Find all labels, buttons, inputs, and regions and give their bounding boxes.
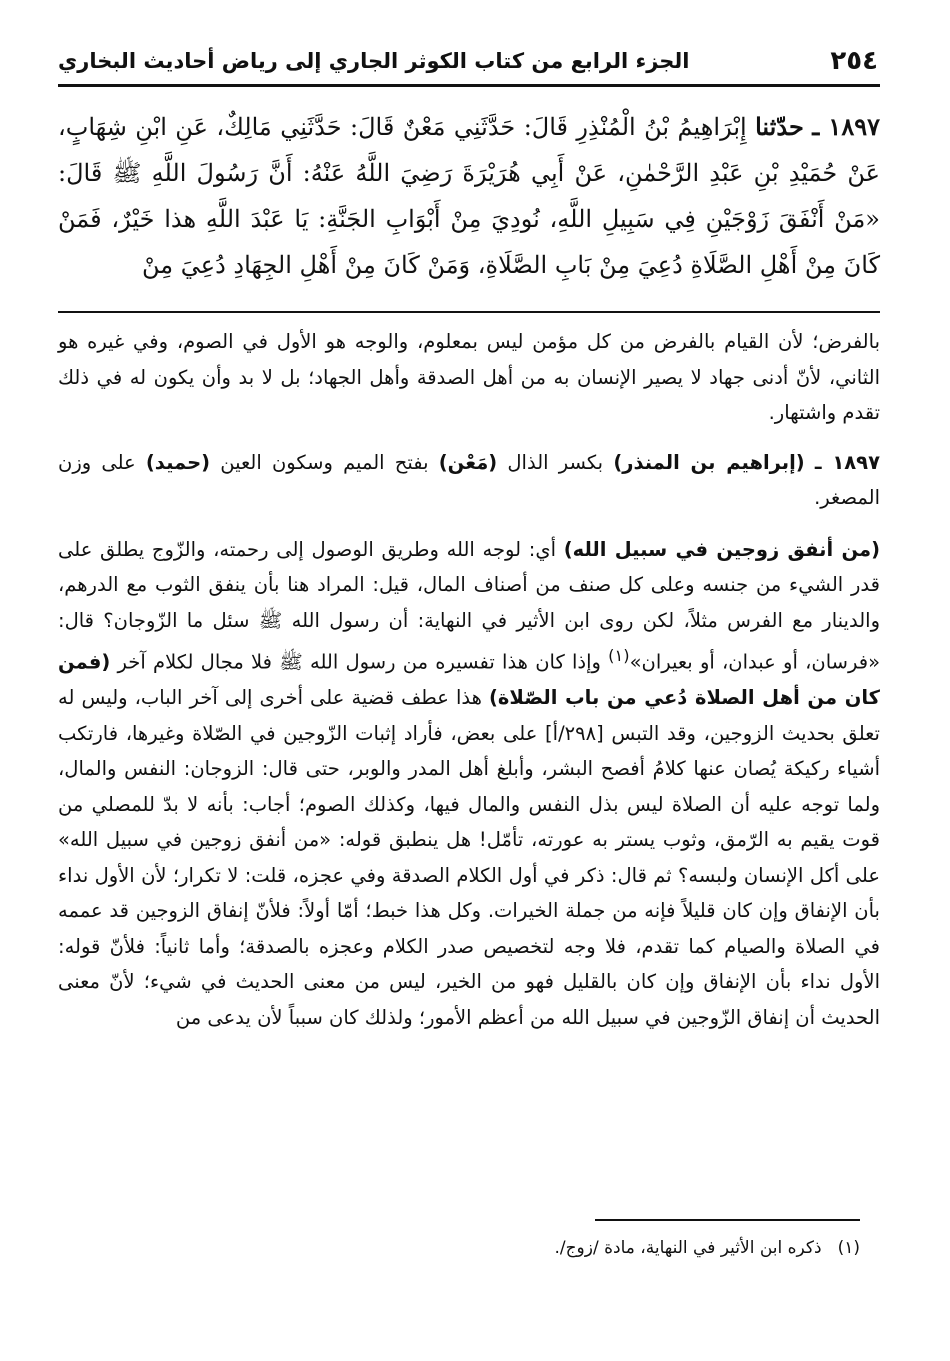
hadith-body: إِبْرَاهِيمُ بْنُ الْمُنْذِرِ قَالَ: حَدَّثَنِي مَعْنٌ قَالَ: حَدَّثَنِي مَالِكٌ، عَنِ ابْنِ شِهَابٍ، عَنْ حُمَيْدِ بْنِ عَبْدِ الرَّحْمٰنِ، عَنْ أَبِي هُرَيْرَةَ رَضِيَ اللَّهُ عَنْهُ: أَنَّ رَسُولَ اللَّهِ ﷺ قَالَ: «مَنْ أَنْفَقَ زَوْجَيْنِ فِي سَبِيلِ اللَّهِ، نُودِيَ مِنْ أَبْوَابِ الجَنَّةِ: يَا عَبْدَ اللَّهِ هذا خَيْرٌ، فَمَنْ كَانَ مِنْ أَهْلِ الصَّلَاةِ دُعِيَ مِنْ بَابِ الصَّلَاةِ، وَمَنْ كَانَ مِنْ أَهْلِ الجِهَادِ دُعِيَ مِنْ: [58, 113, 880, 279]
hadith-paragraph: [58, 104, 880, 288]
commentary-block: [58, 324, 880, 1049]
hadith-text-block: [58, 104, 880, 288]
page-header: [58, 38, 878, 84]
text-commentary-divider: [58, 311, 880, 313]
narrator-name: (إبراهيم بن المنذر): [613, 450, 805, 474]
commentary-text: بفتح الميم وسكون العين: [210, 450, 439, 474]
quoted-phrase: (من أنفق زوجين في سبيل الله): [563, 537, 880, 561]
footnote: [100, 1234, 860, 1262]
commentary-hadith-number: ١٨٩٧ ـ: [814, 450, 880, 474]
footnote-reference: (١): [608, 646, 630, 665]
commentary-text: على وزن المصغر.: [58, 450, 880, 509]
commentary-text: هذا عطف قضية على أخرى إلى آخر الباب، وليس له تعلق بحديث الزوجين، وقد التبس [٢٩٨/أ] على بعض، فأراد إثبات الزّوجين في الصّلاة وغيرها، فارتكب أشياء ركيكة يُصان عنها كلامُ أفصح البشر، وأبلغ أهل المدر والوبر، حتى قال: الزوجان: النفس والمال، ولما توجه عليه أن الصلاة ليس بذل النفس والمال فيها، وكذلك الصوم؛ أجاب: بأنه لا بدّ للمصلي من قوت يقيم به الرّمق، وثوب يستر به عورته، تأمّل! هل ينطبق قوله: «من أنفق زوجين في سبيل الله» على أكل الإنسان ولبسه؟ ثم قال: ذكر في أول الكلام الصدقة وفي عجزه، قلت: لا تكرار؛ لأن الأول نداء بأن الإنفاق وإن كان قليلاً فإنه من جملة الخيرات. وكل هذا خبط؛ أمّا أولاً: فلأنّ إنفاق الزوجين قد عممه في الصلاة والصيام كما تقدم، فلا وجه لتخصيص صدر الكلام وعجزه بالصدقة؛ وأما ثانياً: فلأنّ قوله: الأول نداء بأن الإنفاق وإن كان بالقليل فهو من الخير، ليس من معنى الحديث في شيء؛ لأنّ معنى الحديث أن إنفاق الزّوجين في سبيل الله من أعظم الأمور؛ ولذلك كان سبباً لأن يدعى من: [58, 686, 880, 1029]
footnote-number: (١): [837, 1238, 860, 1258]
quoted-phrase: (فمن كان من أهل الصلاة دُعي من باب الصّلاة): [58, 650, 881, 709]
header-rule: [58, 84, 880, 87]
commentary-paragraph-1: بالفرض؛ لأن القيام بالفرض من كل مؤمن ليس بمعلوم، والوجه هو الأول في الصوم، وفي غيره هو الثاني، لأنّ أدنى جهاد لا يصير الإنسان به من أهل الصدقة وأهل الجهاد؛ بل لا بد وأن يكون له في ذلك تقدم واشتهار.: [58, 330, 880, 424]
page-number: ٢٥٤: [830, 46, 878, 76]
commentary-text: بكسر الذال: [497, 450, 614, 474]
narrator-name: (مَعْن): [438, 450, 498, 474]
narrator-name: (حميد): [145, 450, 211, 474]
footnote-text: ذكره ابن الأثير في النهاية، مادة /زوج/.: [554, 1238, 822, 1258]
footnote-rule: [595, 1219, 860, 1221]
commentary-paragraph-2: [58, 445, 880, 516]
commentary-text: أي: لوجه الله وطريق الوصول إلى رحمته، والزّوج يطلق على قدر الشيء من جنسه وعلى كل صنف من أصناف المال، قيل: المراد هنا بأن ينفق الثوب مع الدرهم، والدينار مع الفرس مثلاً، لكن روى ابن الأثير في النهاية: أن رسول الله ﷺ سئل ما الزّوجان؟ قال: «فرسان، أو عبدان، أو بعيران»: [58, 537, 880, 674]
commentary-text: وإذا كان هذا تفسيره من رسول الله ﷺ فلا مجال لكلام آخر: [110, 650, 609, 674]
hadith-number: ١٨٩٧ ـ: [812, 112, 880, 141]
commentary-paragraph-3: [58, 532, 880, 1036]
running-title: الجزء الرابع من كتاب الكوثر الجاري إلى رياض أحاديث البخاري: [58, 49, 690, 73]
hadith-opening: حدّثنا: [755, 112, 804, 141]
